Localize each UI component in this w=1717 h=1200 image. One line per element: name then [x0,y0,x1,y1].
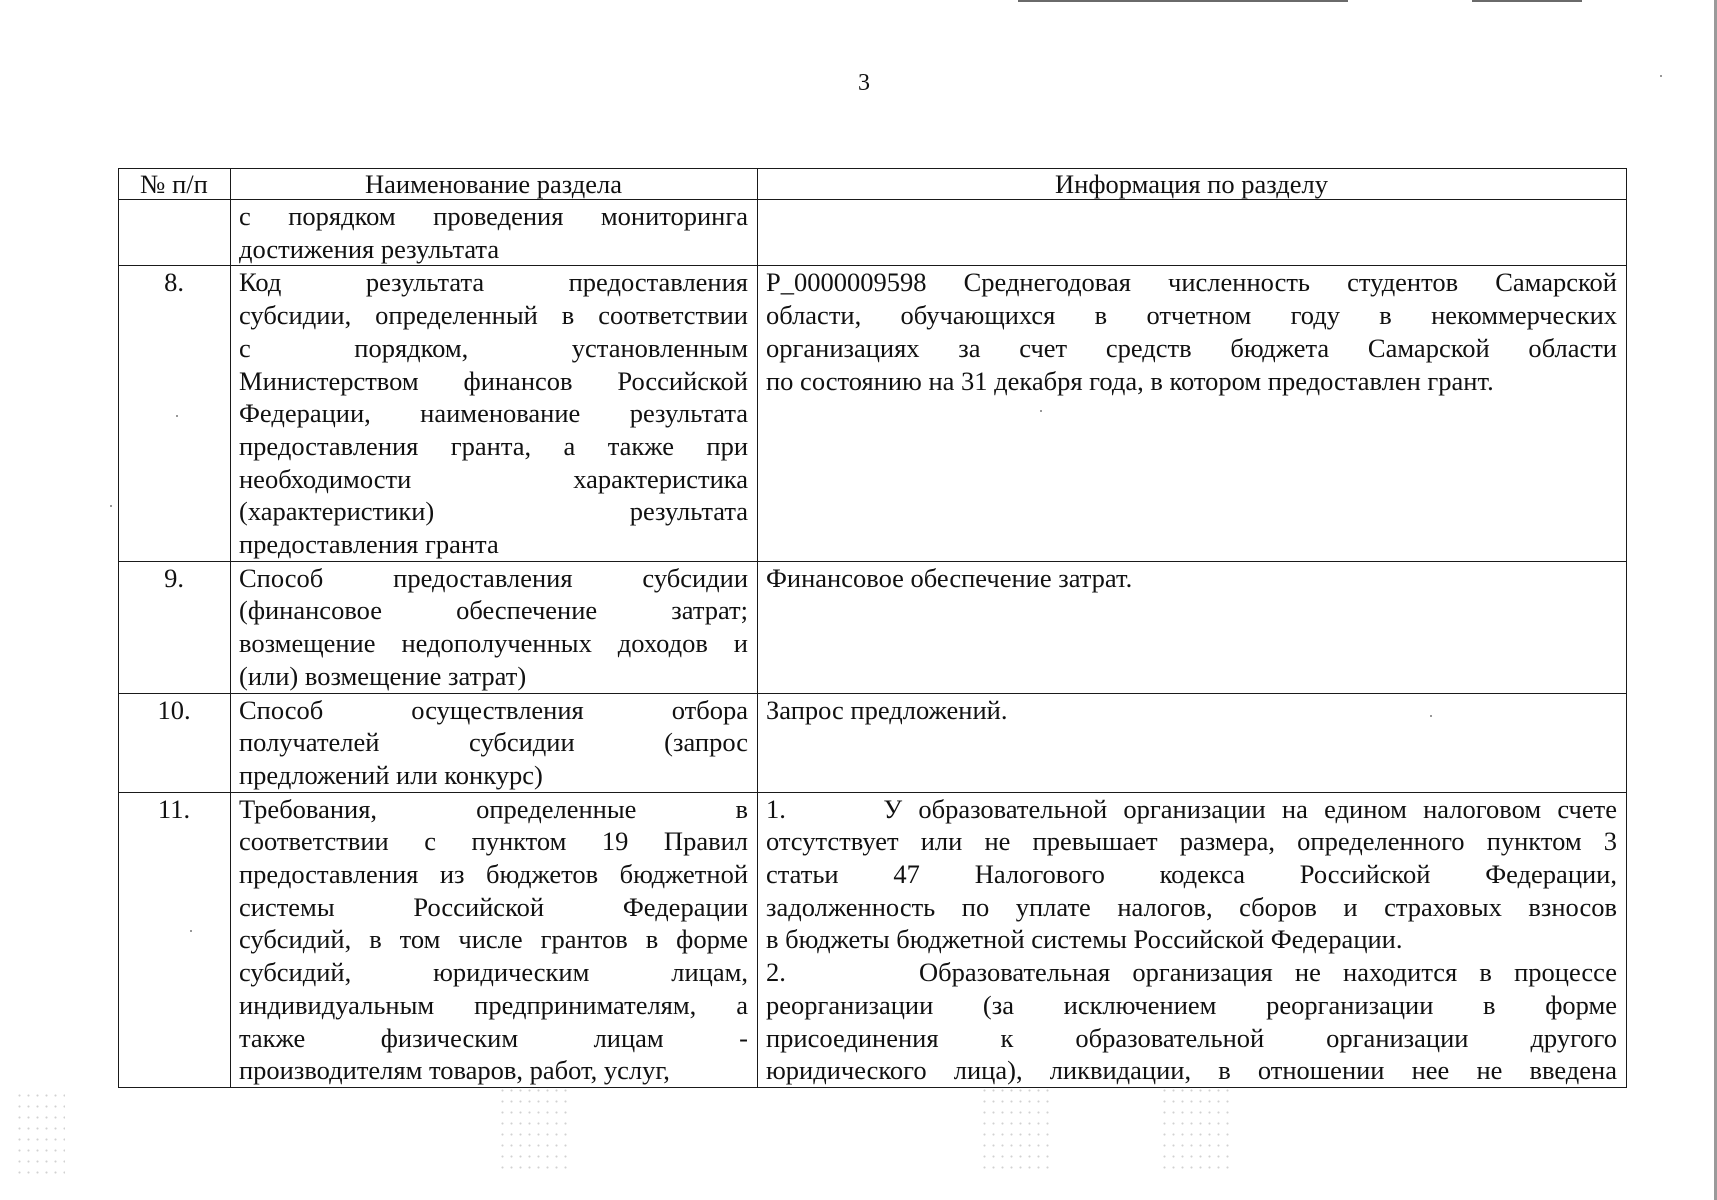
table-row [119,792,1627,1087]
section-info [758,792,1627,1087]
section-name-line: Министерством финансов Российской [239,365,748,396]
section-info-line: присоединения к образовательной организации другого [766,1022,1617,1053]
section-info-line: в бюджеты бюджетной системы Российской Федерации. [766,924,1403,955]
section-name-line: необходимости характеристика [239,463,748,494]
section-name-line: (характеристики) результата [239,496,748,527]
section-info: Финансовое обеспечение затрат. [758,561,1627,693]
section-name-line: с порядком, установленным [239,332,748,363]
section-info-line: по состоянию на 31 декабря года, в котором предоставлен грант. [766,365,1494,396]
scan-dot [1040,410,1042,412]
section-name-line: достижения результата [239,233,500,264]
scan-dot [190,930,192,932]
section-info-line: области, обучающихся в отчетном году в некоммерческих [766,300,1617,331]
scan-noise [980,1085,1050,1175]
scan-dot [110,505,112,507]
section-info-line: 2. Образовательная организация не находится в процессе [766,957,1617,988]
section-info: Запрос предложений. [758,693,1627,792]
row-number: 11. [119,792,231,1087]
table-row [119,200,1627,266]
section-name-line: также физическим лицам - [239,1022,748,1053]
section-name-line: получателей субсидии (запрос [239,727,748,758]
section-name-line: с порядком проведения мониторинга [239,201,748,231]
scan-noise [1160,1085,1230,1175]
section-name-line: (финансовое обеспечение затрат; [239,595,748,626]
section-info-line: юридического лица), ликвидации, в отношении нее не введена [766,1055,1617,1086]
section-name-line: предложений или конкурс) [239,759,543,790]
section-name-line: системы Российской Федерации [239,891,748,922]
section-name-line: субсидий, юридическим лицам, [239,957,748,988]
section-name-line: субсидии, определенный в соответствии [239,300,748,331]
section-name-line: Федерации, наименование результата [239,398,748,429]
section-info-line: статьи 47 Налогового кодекса Российской Федерации, [766,859,1617,890]
scan-dot [176,415,178,417]
scan-dot [1660,75,1662,77]
header-num: № п/п [119,169,231,200]
section-name-line: Способ осуществления отбора [239,694,748,725]
row-number [119,200,231,266]
section-name-line: (или) возмещение затрат) [239,660,527,691]
section-name-line: предоставления из бюджетов бюджетной [239,859,748,890]
section-name-line: Код результата предоставления [239,267,748,298]
section-name [231,693,758,792]
row-number: 10. [119,693,231,792]
table-row [119,693,1627,792]
section-name-line: Способ предоставления субсидии [239,562,748,593]
section-info-line: 1. У образовательной организации на едином налоговом счете [766,793,1617,824]
section-info-line: отсутствует или не превышает размера, определенного пунктом 3 [766,826,1617,857]
section-name-line: Требования, определенные в [239,793,748,824]
section-name [231,266,758,561]
scan-dot [1430,715,1432,717]
section-name-line: субсидий, в том числе грантов в форме [239,924,748,955]
section-name-line: индивидуальным предпринимателям, а [239,989,748,1020]
section-name [231,792,758,1087]
section-info-line: задолженность по уплате налогов, сборов и страховых взносов [766,891,1617,922]
section-info [758,266,1627,561]
section-name [231,561,758,693]
table-row [119,266,1627,561]
scan-artifact [1018,0,1348,2]
document-table [118,168,1627,1088]
section-name-line: соответствии с пунктом 19 Правил [239,826,748,857]
page-number: 3 [858,70,870,96]
table-header-row [119,169,1627,200]
scan-noise [498,1085,568,1175]
section-name [231,200,758,266]
section-name-line: предоставления гранта [239,529,499,560]
table-row [119,561,1627,693]
scan-artifact [1472,0,1582,2]
section-name-line: возмещение недополученных доходов и [239,628,748,659]
scan-noise [15,1090,65,1180]
section-info [758,200,1627,266]
row-number: 8. [119,266,231,561]
header-info: Информация по разделу [758,169,1627,200]
section-name-line: производителям товаров, работ, услуг, [239,1055,670,1086]
header-name: Наименование раздела [231,169,758,200]
table-body [119,200,1627,1088]
section-info-line: реорганизации (за исключением реорганизации в форме [766,989,1617,1020]
section-info-line: организациях за счет средств бюджета Самарской области [766,332,1617,363]
section-info-line: P_0000009598 Среднегодовая численность студентов Самарской [766,267,1617,298]
row-number: 9. [119,561,231,693]
section-name-line: предоставления гранта, а также при [239,430,748,461]
